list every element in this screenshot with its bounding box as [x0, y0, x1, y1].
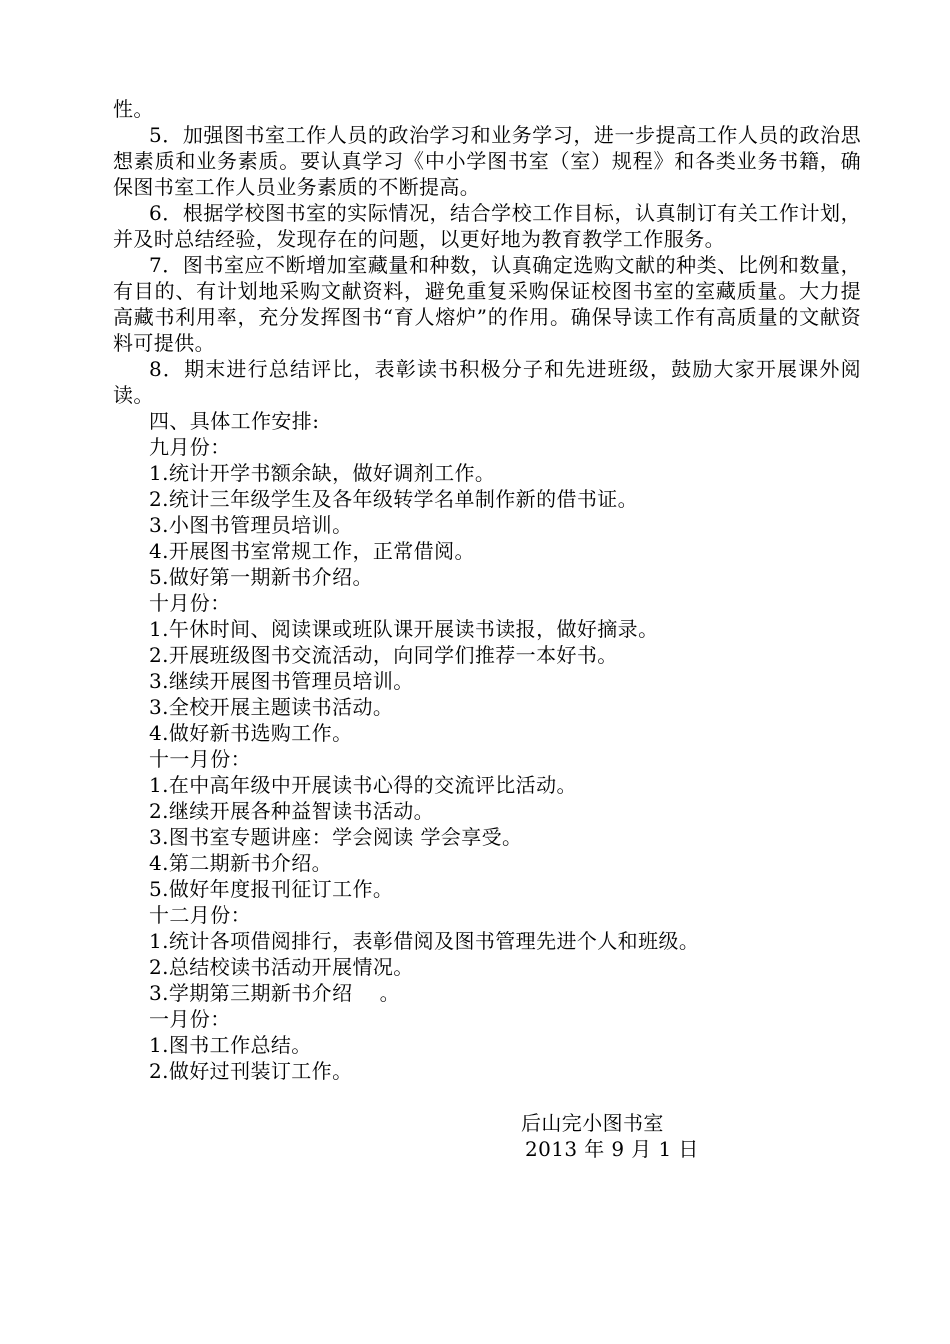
section-title: 四、具体工作安排:	[149, 409, 320, 433]
paragraph-6: 6．根据学校图书室的实际情况，结合学校工作目标，认真制订有关工作计划，并及时总结经验，发现存在的问题，以更好地为教育教学工作服务。	[113, 201, 861, 251]
month-title-september: 九月份：	[149, 435, 231, 459]
list-item: 4.第二期新书介绍。	[149, 851, 333, 875]
month-title-november: 十一月份：	[149, 747, 251, 771]
list-item: 2.继续开展各种益智读书活动。	[149, 799, 435, 823]
list-item: 2.做好过刊装订工作。	[149, 1059, 353, 1083]
list-item: 4.开展图书室常规工作，正常借阅。	[149, 539, 475, 563]
list-item: 2.开展班级图书交流活动，向同学们推荐一本好书。	[149, 643, 618, 667]
month-title-october: 十月份：	[149, 591, 231, 615]
list-item: 3.继续开展图书管理员培训。	[149, 669, 414, 693]
list-item: 2.统计三年级学生及各年级转学名单制作新的借书证。	[149, 487, 639, 511]
paragraph-7: 7．图书室应不断增加室藏量和种数，认真确定选购文献的种类、比例和数量，有目的、有计划地采购文献资料，避免重复采购保证校图书室的室藏质量。大力提高藏书利用率，充分发挥图书“育人熔炉”的作用。确保导读工作有高质量的文献资料可提供。	[113, 253, 861, 355]
list-item: 1.午休时间、阅读课或班队课开展读书读报，做好摘录。	[149, 617, 659, 641]
list-item: 1.在中高年级中开展读书心得的交流评比活动。	[149, 773, 577, 797]
signature-date: 2013 年 9 月 1 日	[525, 1137, 699, 1161]
paragraph-continuation: 性。	[113, 97, 154, 121]
list-item: 3.小图书管理员培训。	[149, 513, 353, 537]
list-item: 3.全校开展主题读书活动。	[149, 695, 394, 719]
month-title-january: 一月份：	[149, 1007, 231, 1031]
signature-organization: 后山完小图书室	[521, 1111, 664, 1135]
list-item: 3.图书室专题讲座：学会阅读 学会享受。	[149, 825, 523, 849]
list-item: 1.图书工作总结。	[149, 1033, 312, 1057]
paragraph-8: 8．期末进行总结评比，表彰读书积极分子和先进班级，鼓励大家开展课外阅读。	[113, 357, 861, 407]
list-item: 4.做好新书选购工作。	[149, 721, 353, 745]
list-item: 5.做好第一期新书介绍。	[149, 565, 373, 589]
list-item: 5.做好年度报刊征订工作。	[149, 877, 394, 901]
list-item: 1.统计开学书额余缺，做好调剂工作。	[149, 461, 496, 485]
signature-block	[113, 1110, 861, 1162]
list-item: 2.总结校读书活动开展情况。	[149, 955, 414, 979]
list-item: 3.学期第三期新书介绍 。	[149, 981, 401, 1005]
document-page	[113, 96, 861, 1162]
list-item: 1.统计各项借阅排行，表彰借阅及图书管理先进个人和班级。	[149, 929, 700, 953]
paragraph-5: 5．加强图书室工作人员的政治学习和业务学习，进一步提高工作人员的政治思想素质和业务素质。要认真学习《中小学图书室（室）规程》和各类业务书籍，确保图书室工作人员业务素质的不断提高。	[113, 123, 861, 199]
month-title-december: 十二月份：	[149, 903, 251, 927]
